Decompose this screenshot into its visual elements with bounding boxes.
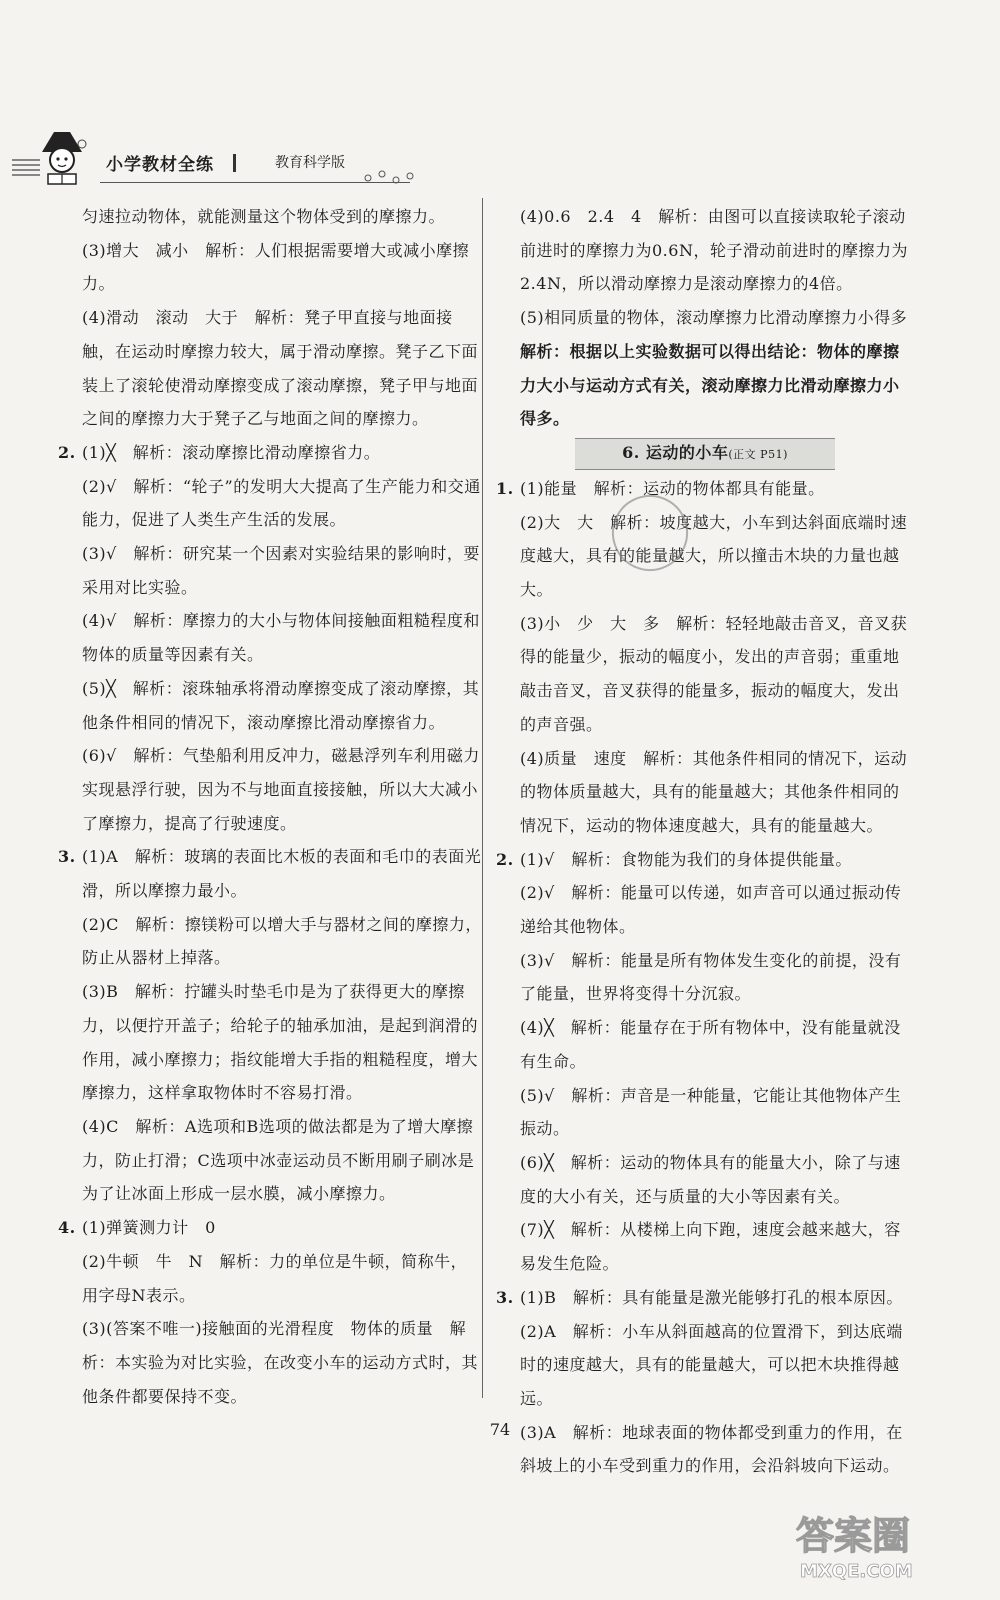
answer-line: (5)相同质量的物体，滚动摩擦力比滑动摩擦力小得多 xyxy=(520,308,908,328)
answer-line: (4)╳ 解析：能量存在于所有物体中，没有能量就没有生命。 xyxy=(520,1018,901,1071)
header-ornament-icon xyxy=(360,168,420,188)
answer-line: (4)0.6 2.4 4 解析：由图可以直接读取轮子滚动前进时的摩擦力为0.6N，轮子滑动前进时的摩擦力为2.4N，所以滑动摩擦力是滚动摩擦力的4倍。 xyxy=(520,207,908,294)
answer-line: (5)√ 解析：声音是一种能量，它能让其他物体产生振动。 xyxy=(520,1085,902,1139)
answer-line: 匀速拉动物体，就能测量这个物体受到的摩擦力。 xyxy=(82,207,446,226)
left-column xyxy=(58,200,482,1413)
answer-line: 2. (1)√ 解析：食物能为我们的身体提供能量。 xyxy=(496,849,852,869)
answer-line: 1. (1)能量 解析：运动的物体都具有能量。 xyxy=(496,478,825,498)
mascot-reading-icon xyxy=(12,130,102,188)
site-watermark-logo xyxy=(790,1505,970,1589)
svg-text:答案圈: 答案圈 xyxy=(796,1514,911,1558)
svg-text:MXQE.COM: MXQE.COM xyxy=(800,1561,913,1582)
answer-line: (3)(答案不唯一)接触面的光滑程度 物体的质量 解析：本实验为对比实验，在改变小车的运动方式时，其他条件都要保持不变。 xyxy=(82,1319,479,1406)
answer-line: (2)A 解析：小车从斜面越高的位置滑下，到达底端时的速度越大，具有的能量越大，可以把木块推得越远。 xyxy=(520,1321,903,1408)
section-title: 6. 运动的小车(正文 P51) xyxy=(575,438,835,470)
header-rule xyxy=(100,182,410,183)
answer-line: (2)C 解析：擦镁粉可以增大手与器材之间的摩擦力，防止从器材上掉落。 xyxy=(82,914,482,968)
answer-line: (5)╳ 解析：滚珠轴承将滑动摩擦变成了滚动摩擦，其他条件相同的情况下，滚动摩擦比滑动摩擦省力。 xyxy=(82,678,480,732)
section-page-ref: (正文 P51) xyxy=(728,447,788,461)
answer-line: (6)╳ 解析：运动的物体具有的能量大小，除了与速度的大小有关，还与质量的大小等因素有关。 xyxy=(520,1152,901,1206)
answer-line: (7)╳ 解析：从楼梯上向下跑，速度会越来越大，容易发生危险。 xyxy=(520,1220,901,1274)
answer-line: 2. (1)╳ 解析：滚动摩擦比滑动摩擦省力。 xyxy=(58,442,381,462)
answer-line: (4)滑动 滚动 大于 解析：凳子甲直接与地面接触，在运动时摩擦力较大，属于滑动摩擦。凳子乙下面装上了滚轮使滑动摩擦变成了滚动摩擦，凳子甲与地面之间的摩擦力大于凳子乙与地面之间的摩擦力。 xyxy=(82,308,479,429)
page-number: 74 xyxy=(489,1420,511,1439)
answer-line: (6)√ 解析：气垫船利用反冲力，磁悬浮列车利用磁力实现悬浮行驶，因为不与地面直接接触，所以大大减小了摩擦力，提高了行驶速度。 xyxy=(82,746,480,833)
answer-line: (3)A 解析：地球表面的物体都受到重力的作用，在斜坡上的小车受到重力的作用，会沿斜坡向下运动。 xyxy=(520,1422,903,1476)
answer-line: (2)牛顿 牛 N 解析：力的单位是牛顿，简称牛，用字母N表示。 xyxy=(82,1251,468,1305)
answer-line: (4)√ 解析：摩擦力的大小与物体间接触面粗糙程度和物体的质量等因素有关。 xyxy=(82,611,480,665)
answer-line: 3. (1)B 解析：具有能量是激光能够打孔的根本原因。 xyxy=(496,1287,903,1307)
answer-line: (4)C 解析：A选项和B选项的做法都是为了增大摩擦力，防止打滑；C选项中冰壶运动员不断用刷子刷冰是为了让冰面上形成一层水膜，减小摩擦力。 xyxy=(82,1116,475,1204)
answer-line: (3)小 少 大 多 解析：轻轻地敲击音叉，音叉获得的能量少，振动的幅度小，发出的声音弱；重重地敲击音叉，音叉获得的能量多，振动的幅度大，发出的声音强。 xyxy=(520,613,908,734)
edition-label: 教育科学版 xyxy=(275,155,345,171)
answer-line: 3. (1)A 解析：玻璃的表面比木板的表面和毛巾的表面光滑，所以摩擦力最小。 xyxy=(58,847,482,901)
page-header xyxy=(0,130,1000,190)
answer-line: 4. (1)弹簧测力计 0 xyxy=(58,1218,216,1238)
answer-line: 解析：根据以上实验数据可以得出结论：物体的摩擦力大小与运动方式有关，滚动摩擦力比滑动摩擦力小得多。 xyxy=(520,341,900,429)
answer-line: (3)√ 解析：研究某一个因素对实验结果的影响时，要采用对比实验。 xyxy=(82,544,480,597)
answer-line: (3)√ 解析：能量是所有物体发生变化的前提，没有了能量，世界将变得十分沉寂。 xyxy=(520,950,902,1004)
column-divider xyxy=(482,198,483,1398)
watermark-logo-icon xyxy=(790,1505,970,1585)
answer-line: (2)大 大 解析：坡度越大，小车到达斜面底端时速度越大，具有的能量越大，所以撞击木块的力量也越大。 xyxy=(520,512,908,600)
brand-title: 小学教材全练 xyxy=(106,155,214,175)
answer-line: (4)质量 速度 解析：其他条件相同的情况下，运动的物体质量越大，具有的能量越大；其他条件相同的情况下，运动的物体速度越大，具有的能量越大。 xyxy=(520,748,908,835)
answer-line: (2)√ 解析：能量可以传递，如声音可以通过振动传递给其他物体。 xyxy=(520,883,902,937)
answer-line: (3)B 解析：拧罐头时垫毛巾是为了获得更大的摩擦力，以便拧开盖子；给轮子的轴承加油，是起到润滑的作用，减小摩擦力；指纹能增大手指的粗糙程度，增大摩擦力，这样拿取物体时不容易打滑。 xyxy=(82,982,479,1103)
answer-line: (2)√ 解析：“轮子”的发明大大提高了生产能力和交通能力，促进了人类生产生活的发展。 xyxy=(82,476,481,530)
answer-line: (3)增大 减小 解析：人们根据需要增大或减小摩擦力。 xyxy=(82,240,470,294)
brand-divider xyxy=(233,154,236,172)
